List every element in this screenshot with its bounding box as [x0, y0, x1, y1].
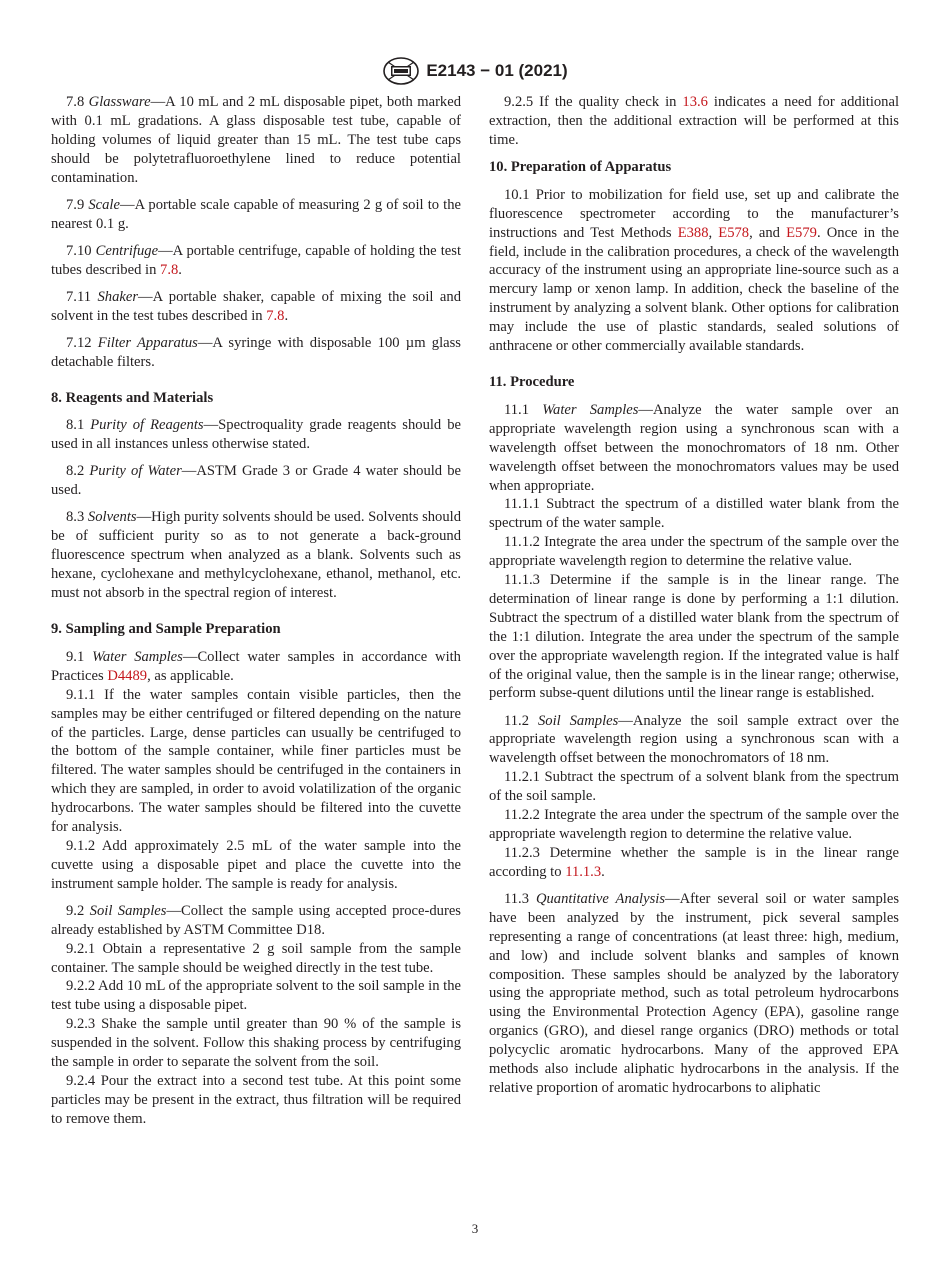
- paragraph-9-2-5: 9.2.5 If the quality check in 13.6 indicates a need for additional extraction, then the additional extraction will be performed at this time.: [489, 94, 899, 148]
- paragraph-9-2-4: 9.2.4 Pour the extract into a second test tube. At this point some particles may be present in the extract, thus filtration will be required to remove them.: [51, 1073, 461, 1127]
- paragraph-11-1-3: 11.1.3 Determine if the sample is in the linear range. The determination of linear range is done by performing a 1:1 dilution. Subtract the spectrum of a distilled water blank from the spectrum of the 1:1 dilution. Integrate the area under the spectrum of the sample over the appropriate wavelength region. If the integrated value is half of the original value, then the sample is in the linear range; otherwise, perform subse-quent dilutions until the linear range is established.: [489, 572, 899, 702]
- link-11-1-3[interactable]: 11.1.3: [565, 863, 602, 880]
- link-e578[interactable]: E578: [718, 224, 750, 241]
- page-header: [0, 56, 950, 86]
- paragraph-8-2: 8.2 Purity of Water—ASTM Grade 3 or Grade 4 water should be used.: [51, 463, 461, 499]
- paragraph-9-1: 9.1 Water Samples—Collect water samples in accordance with Practices D4489, as applicable.: [51, 648, 461, 684]
- astm-logo-icon: [382, 56, 420, 86]
- paragraph-8-1: 8.1 Purity of Reagents—Spectroquality grade reagents should be used in all instances unless otherwise stated.: [51, 417, 461, 453]
- paragraph-7-10: 7.10 Centrifuge—A portable centrifuge, capable of holding the test tubes described in 7.8.: [51, 242, 461, 278]
- paragraph-7-8: 7.8 Glassware—A 10 mL and 2 mL disposable pipet, both marked with 0.1 mL gradations. A glass disposable test tube, capable of holding volumes of liquid greater than 15 mL. The test tube caps should be polytetrafluoroethylene lined to reduce potential contamination.: [51, 94, 462, 186]
- designation: E2143 − 01 (2021): [426, 61, 568, 80]
- left-column: [51, 93, 461, 1129]
- link-7-8[interactable]: 7.8: [160, 261, 179, 278]
- paragraph-11-2-2: 11.2.2 Integrate the area under the spectrum of the sample over the appropriate wavelength region to determine the relative value.: [489, 807, 899, 842]
- paragraph-11-3: 11.3 Quantitative Analysis—After several soil or water samples have been analyzed by the instrument, pick several samples representing a range of concentrations (at least three: high, medium, and low) and include solvent blanks and samples of known composition. These samples should be analyzed by the laboratory using the appropriate method, such as total petroleum hydrocarbons using the Environmental Protection Agency (EPA), gasoline range organics (GRO), and diesel range organics (DRO) methods or total polycyclic aromatic hydrocarbons. Many of the approved EPA methods also include aliphatic hydrocarbons in the analysis. If the relative proportion of aromatic hydrocarbons to aliphatic: [489, 890, 900, 1096]
- section-heading-10: 10. Preparation of Apparatus: [489, 158, 672, 175]
- paragraph-11-2-1: 11.2.1 Subtract the spectrum of a solvent blank from the spectrum of the soil sample.: [489, 769, 899, 805]
- paragraph-11-1: 11.1 Water Samples—Analyze the water sample over an appropriate wavelength region using a synchronous scan with a wavelength offset between the monochromators of 18 nm. Other wavelength offset between the monochromators values may be used when appropriate.: [489, 401, 899, 494]
- paragraph-9-2-3: 9.2.3 Shake the sample until greater than 90 % of the sample is suspended in the solvent. Follow this shaking process by centrifuging the sample in order to separate the solvent from the soil.: [51, 1016, 461, 1071]
- paragraph-9-2-1: 9.2.1 Obtain a representative 2 g soil sample from the sample container. The sample should be weighed directly in the test tube.: [51, 940, 461, 976]
- page-number: 3: [471, 1221, 479, 1236]
- paragraph-9-2: 9.2 Soil Samples—Collect the sample using accepted proce-dures already established by ASTM Committee D18.: [51, 902, 461, 938]
- link-e579[interactable]: E579: [786, 224, 817, 241]
- section-heading-11: 11. Procedure: [489, 373, 575, 390]
- paragraph-11-1-2: 11.1.2 Integrate the area under the spectrum of the sample over the appropriate wavelength region to determine the relative value.: [489, 534, 899, 570]
- paragraph-9-2-2: 9.2.2 Add 10 mL of the appropriate solvent to the soil sample in the test tube using a disposable pipet.: [51, 978, 461, 1014]
- paragraph-7-12: 7.12 Filter Apparatus—A syringe with disposable 100 µm glass detachable filters.: [51, 334, 461, 370]
- paragraph-11-2-3: 11.2.3 Determine whether the sample is in the linear range according to 11.1.3.: [489, 844, 899, 880]
- paragraph-9-1-2: 9.1.2 Add approximately 2.5 mL of the water sample into the cuvette using a disposable pipet and place the cuvette into the instrument sample holder. The sample is ready for analysis.: [51, 837, 461, 892]
- paragraph-11-1-1: 11.1.1 Subtract the spectrum of a distilled water blank from the spectrum of the water sample.: [489, 496, 899, 532]
- paragraph-11-2: 11.2 Soil Samples—Analyze the soil sample extract over the appropriate wavelength region using a synchronous scan with a wavelength offset between the monochromators of 18 nm.: [489, 712, 899, 767]
- paragraph-7-9: 7.9 Scale—A portable scale capable of measuring 2 g of soil to the nearest 0.1 g.: [51, 196, 461, 232]
- paragraph-8-3: 8.3 Solvents—High purity solvents should be used. Solvents should be of sufficient purity so as to not generate a back-ground fluorescence spectrum when analyzed as a blank. Solvents such as hexane, cyclohexane and methylcyclohexane, ethanol, methanol, etc. must not absorb in the spectral region of interest.: [51, 509, 461, 602]
- link-d4489[interactable]: D4489: [107, 667, 148, 684]
- section-heading-8: 8. Reagents and Materials: [51, 389, 214, 406]
- link-7-8[interactable]: 7.8: [266, 307, 285, 324]
- paragraph-9-1-1: 9.1.1 If the water samples contain visible particles, then the samples may be either centrifuged or filtered depending on the nature of the particles. Large, dense particles can usually be centrifuged to the bottom of the sample container, while finer particles must be filtered. The water samples should be centrifuged in the containers in which they are sampled, in order to avoid volatilization of the organic hydrocarbons. The water samples should be filtered into the cuvette for analysis.: [51, 686, 461, 836]
- link-13-6[interactable]: 13.6: [682, 94, 708, 110]
- link-e388[interactable]: E388: [677, 224, 709, 241]
- right-column: [489, 93, 899, 1106]
- paragraph-10-1: 10.1 Prior to mobilization for field use, set up and calibrate the fluorescence spectrometer according to the manufacturer’s instructions and Test Methods E388, E578, and E579. Once in the field, include in the calibration procedures, a check of the wavelength accuracy of the instrument using an appropriate line-source such as a mercury lamp or xenon lamp. In addition, check the baseline of the instrument by analyzing a solvent blank. Other options for calibration may include the use of plastic standards, sealed solutions of anthracene or other commercially available standards.: [489, 186, 899, 355]
- paragraph-7-11: 7.11 Shaker—A portable shaker, capable of mixing the soil and solvent in the test tubes described in 7.8.: [51, 288, 461, 324]
- section-heading-9: 9. Sampling and Sample Preparation: [51, 620, 281, 637]
